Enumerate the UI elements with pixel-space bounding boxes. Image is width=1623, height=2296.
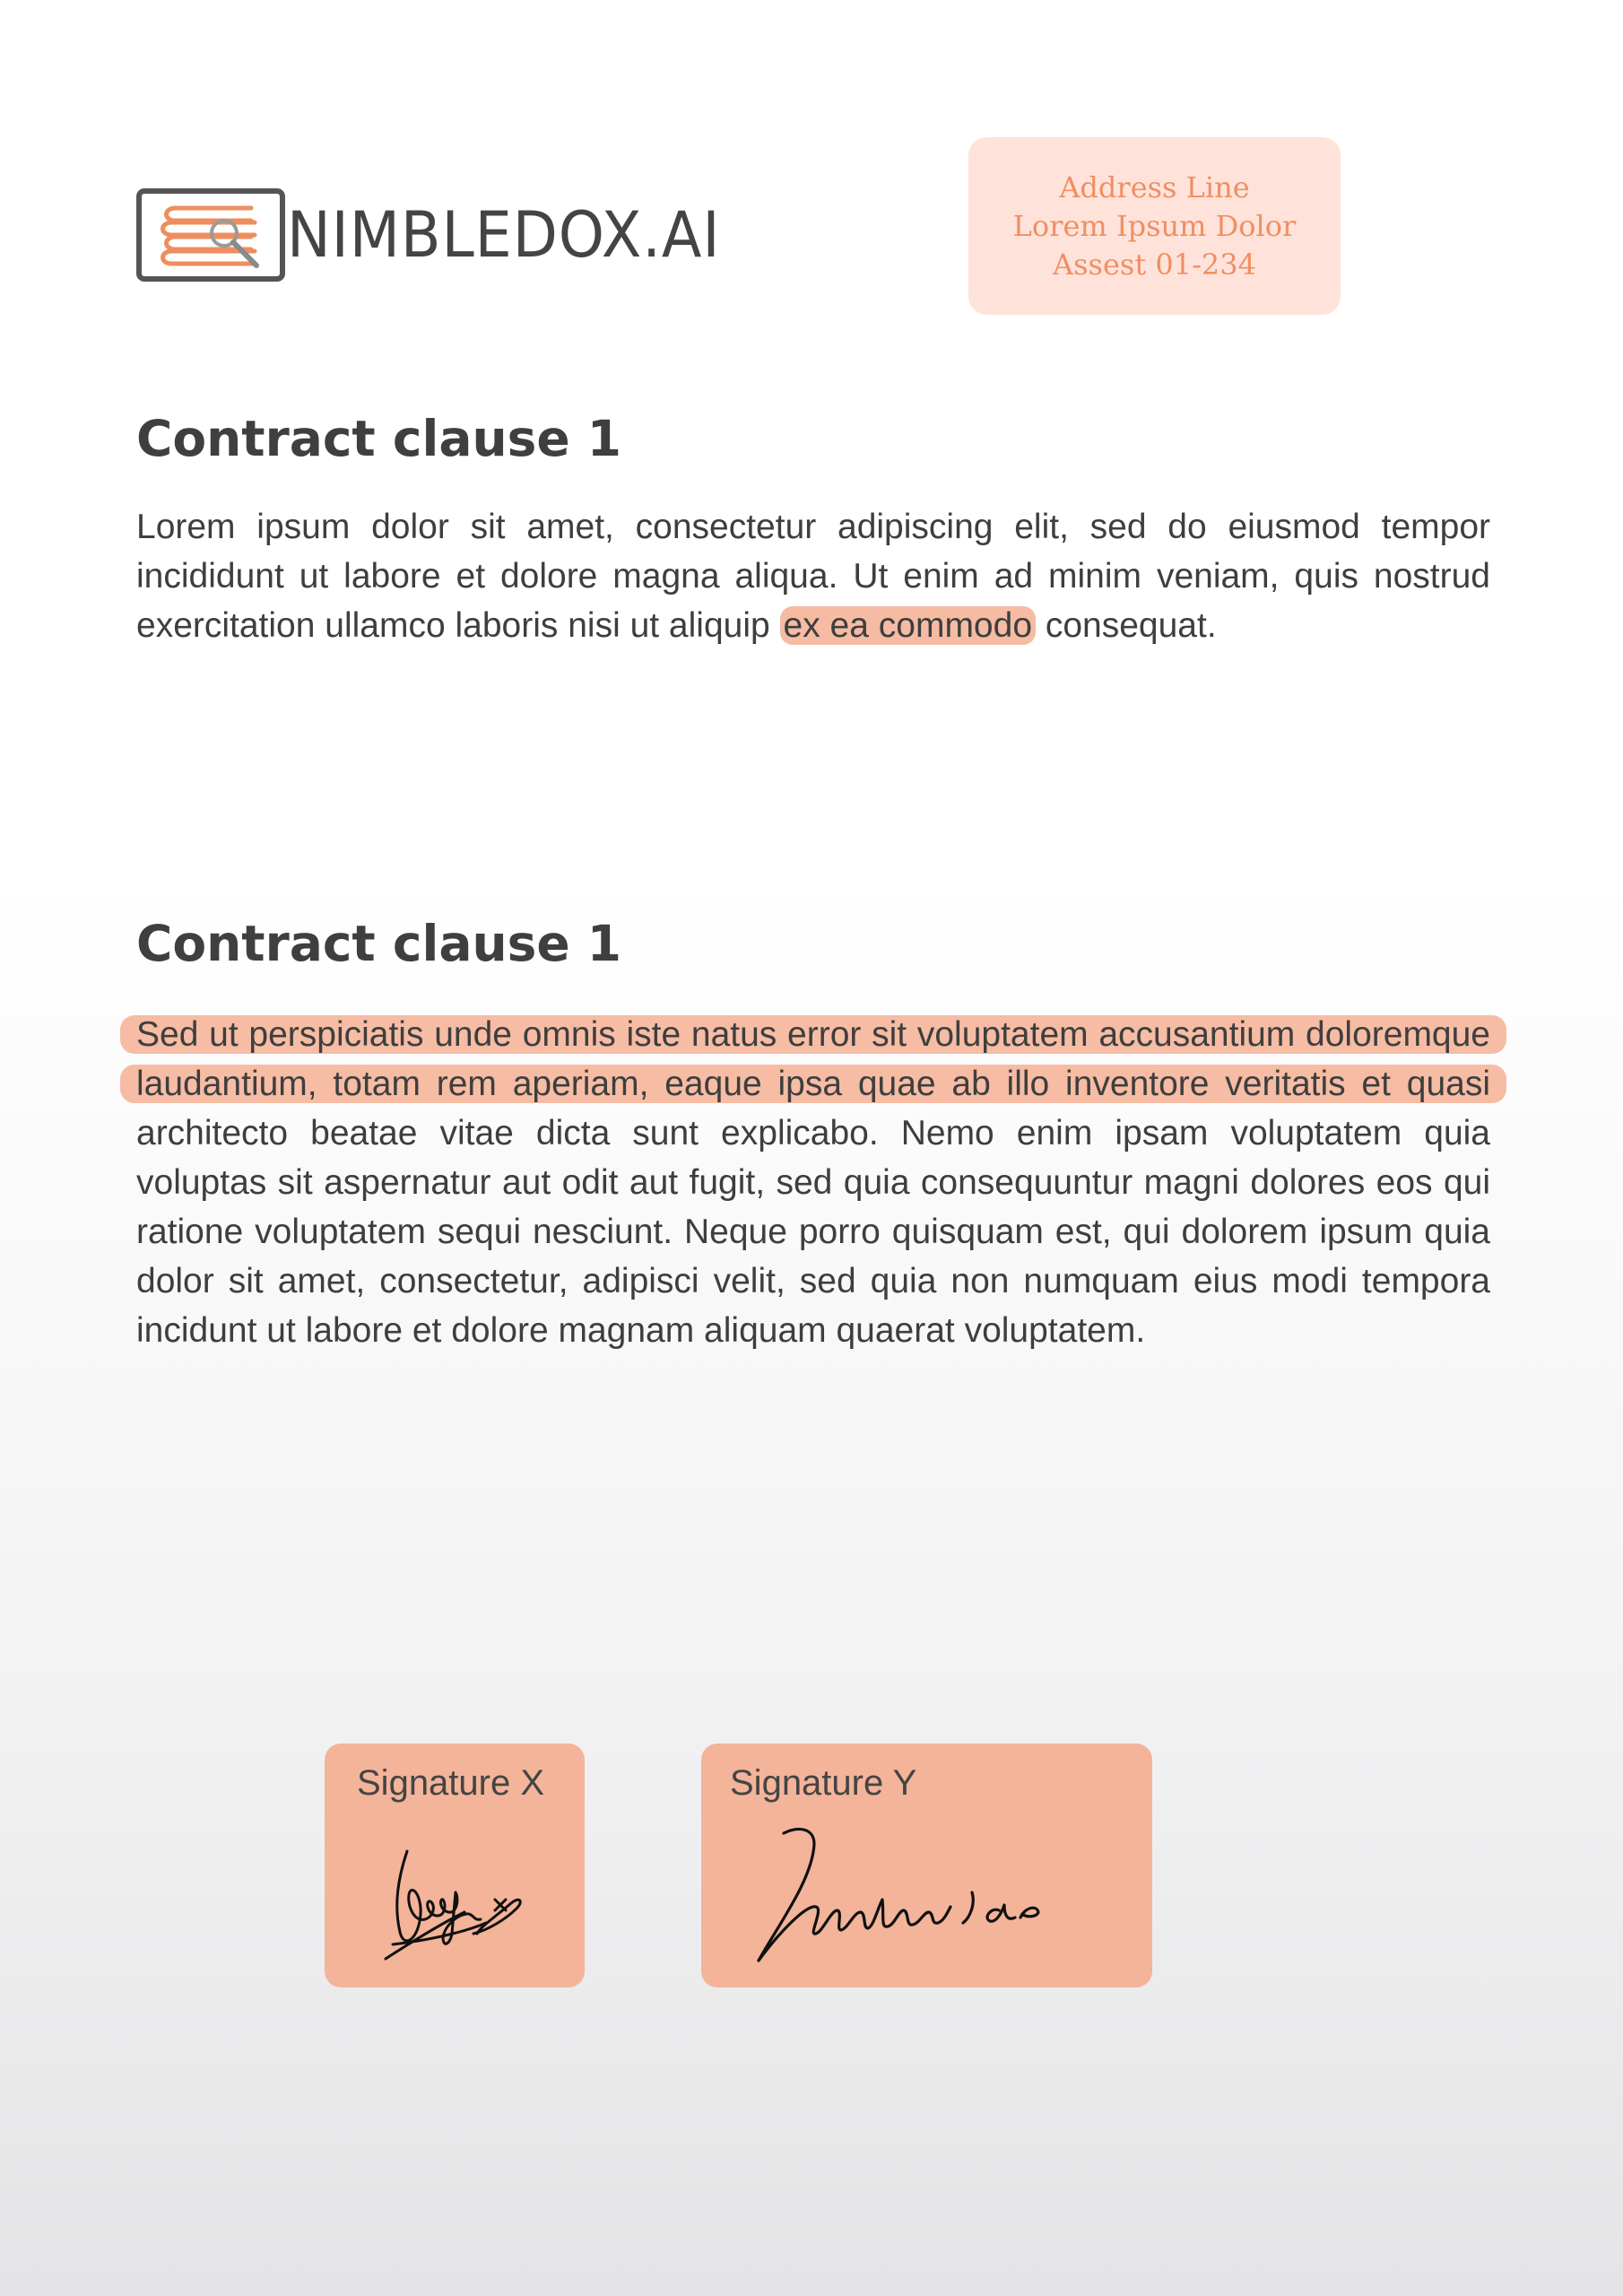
clause-1-text-end: consequat. [1036, 606, 1217, 645]
clause-2-text-end: architecto beatae vitae dicta sunt explicabo. Nemo enim ipsam voluptatem quia voluptas sit aspernatur aut odit aut fugit, sed quia consequuntur magni dolores eos qui ratione voluptatem sequi nesciunt. Neque porro quisquam est, qui dolorem ipsum quia dolor sit amet, consectetur, adipisci velit, sed quia non numquam eius modi tempora incidunt ut labore et dolore magnam aliquam quaerat voluptatem. [136, 1114, 1490, 1350]
clause-1-highlight: ex ea commodo [780, 606, 1036, 645]
signature-y-box [701, 1744, 1152, 1987]
address-line-2: Lorem Ipsum Dolor [1012, 208, 1297, 243]
clause-2-highlight: Sed ut perspiciatis unde omnis iste natus error sit voluptatem accusantium doloremque laudantium, totam rem aperiam, eaque ipsa quae ab illo inventore veritatis et quasi [120, 1015, 1506, 1103]
logo-wordmark: NIMBLEDOX.AI [287, 198, 721, 272]
address-box [968, 137, 1341, 315]
company-logo [136, 188, 753, 282]
clause-1-text-start: Lorem ipsum dolor sit amet, consectetur adipiscing elit, sed do eiusmod tempor incididunt ut labore et dolore magna aliqua. Ut enim ad minim veniam, quis nostrud exercitation ullamco laboris nisi ut aliquip [136, 508, 1490, 645]
books-magnifier-icon [136, 188, 285, 282]
signature-x-label: Signature X [357, 1763, 545, 1803]
clause-2-text [136, 1010, 1490, 1355]
signature-x-box [325, 1744, 585, 1987]
signature-x-scribble [380, 1833, 533, 1968]
clause-1-text [136, 502, 1490, 650]
clause-2-title: Contract clause 1 [136, 915, 622, 972]
signature-y-label: Signature Y [730, 1763, 917, 1803]
signature-y-scribble [751, 1817, 1119, 1970]
clause-1-title: Contract clause 1 [136, 410, 622, 467]
address-line-1: Address Line [1059, 170, 1250, 204]
address-line-3: Assest 01-234 [1053, 247, 1256, 282]
